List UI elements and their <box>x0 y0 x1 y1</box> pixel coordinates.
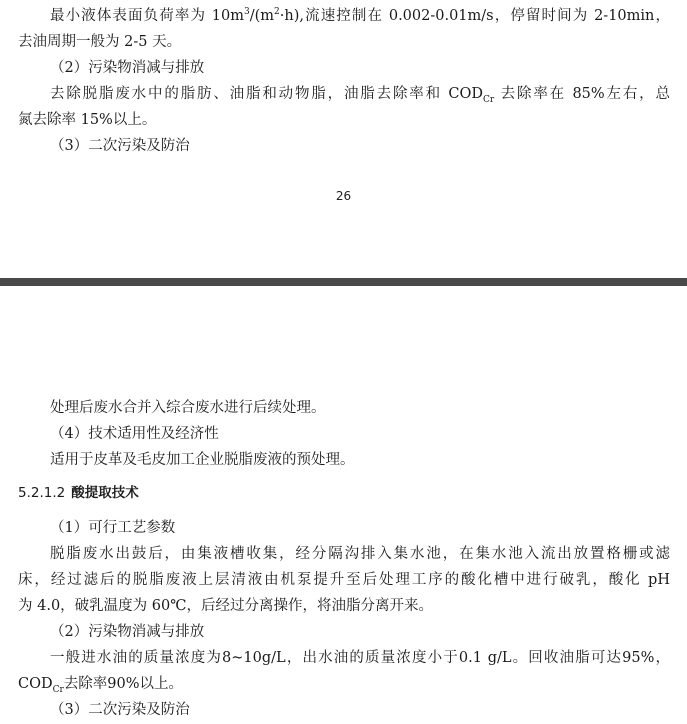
page-separator <box>0 278 687 286</box>
subsection-secondary-pollution: （3）二次污染及防治 <box>50 138 190 154</box>
subsection-applicability: （4）技术适用性及经济性 <box>50 426 219 442</box>
paragraph-line-process-2: 床，经过滤后的脱脂废液上层清液由机泵提升至后处理工序的酸化槽中进行破乳，酸化 pH <box>18 572 670 588</box>
paragraph-line-cod-removal <box>18 673 670 695</box>
section-heading-acid-extraction <box>18 482 670 504</box>
subsection-pollutant-reduction-2: （2）污染物消减与排放 <box>50 624 205 640</box>
subsection-process-parameters: （1）可行工艺参数 <box>50 520 176 536</box>
paragraph-line-process-3: 为 4.0，破乳温度为 60℃，后经过分离操作，将油脂分离开来。 <box>18 598 433 614</box>
superscript-2: 2 <box>274 7 280 18</box>
subsection-pollutant-reduction: （2）污染物消减与排放 <box>50 60 205 76</box>
paragraph-line-applicability: 适用于皮革及毛皮加工企业脱脂废液的预处理。 <box>50 452 355 468</box>
superscript-3: 3 <box>244 7 250 18</box>
section-number: 5.2.1.2 <box>18 485 66 501</box>
document-page-26 <box>0 0 687 278</box>
text-run: 最小液体表面负荷率为 10m <box>50 8 244 24</box>
subsection-secondary-pollution-2: （3）二次污染及防治 <box>50 702 190 718</box>
page-number: 26 <box>335 189 352 203</box>
subscript-cr: Cr <box>52 684 64 695</box>
paragraph-line-process-1: 脱脂废水出鼓后，由集液槽收集，经分隔沟排入集水池，在集水池入流出放置格栅或滤 <box>50 546 670 562</box>
section-title: 酸提取技术 <box>71 485 139 501</box>
text-run: ·h),流速控制在 0.002-0.01m/s，停留时间为 2-10min， <box>279 8 670 24</box>
text-run: 去除脱脂废水中的脂肪、油脂和动物脂，油脂去除率和 COD <box>50 86 484 102</box>
paragraph-line-merge-wastewater: 处理后废水合并入综合废水进行后续处理。 <box>50 400 326 416</box>
paragraph-line-loading-rate <box>50 5 670 27</box>
document-page-27 <box>0 286 687 724</box>
paragraph-line-oil-cycle: 去油周期一般为 2-5 天。 <box>18 34 182 50</box>
paragraph-line-oil-concentration: 一般进水油的质量浓度为8~10g/L，出水油的质量浓度小于0.1 g/L。回收油脂可达95%， <box>50 650 670 666</box>
text-run: 去除率在 85%左右，总 <box>494 86 671 102</box>
subscript-cr: Cr <box>483 94 495 105</box>
text-run: 去除率90%以上。 <box>63 676 184 692</box>
paragraph-line-removal-rate <box>50 83 670 105</box>
paragraph-line-nitrogen-removal: 氮去除率 15%以上。 <box>18 112 157 128</box>
text-run: /(m <box>249 8 275 24</box>
text-run: COD <box>18 676 53 692</box>
